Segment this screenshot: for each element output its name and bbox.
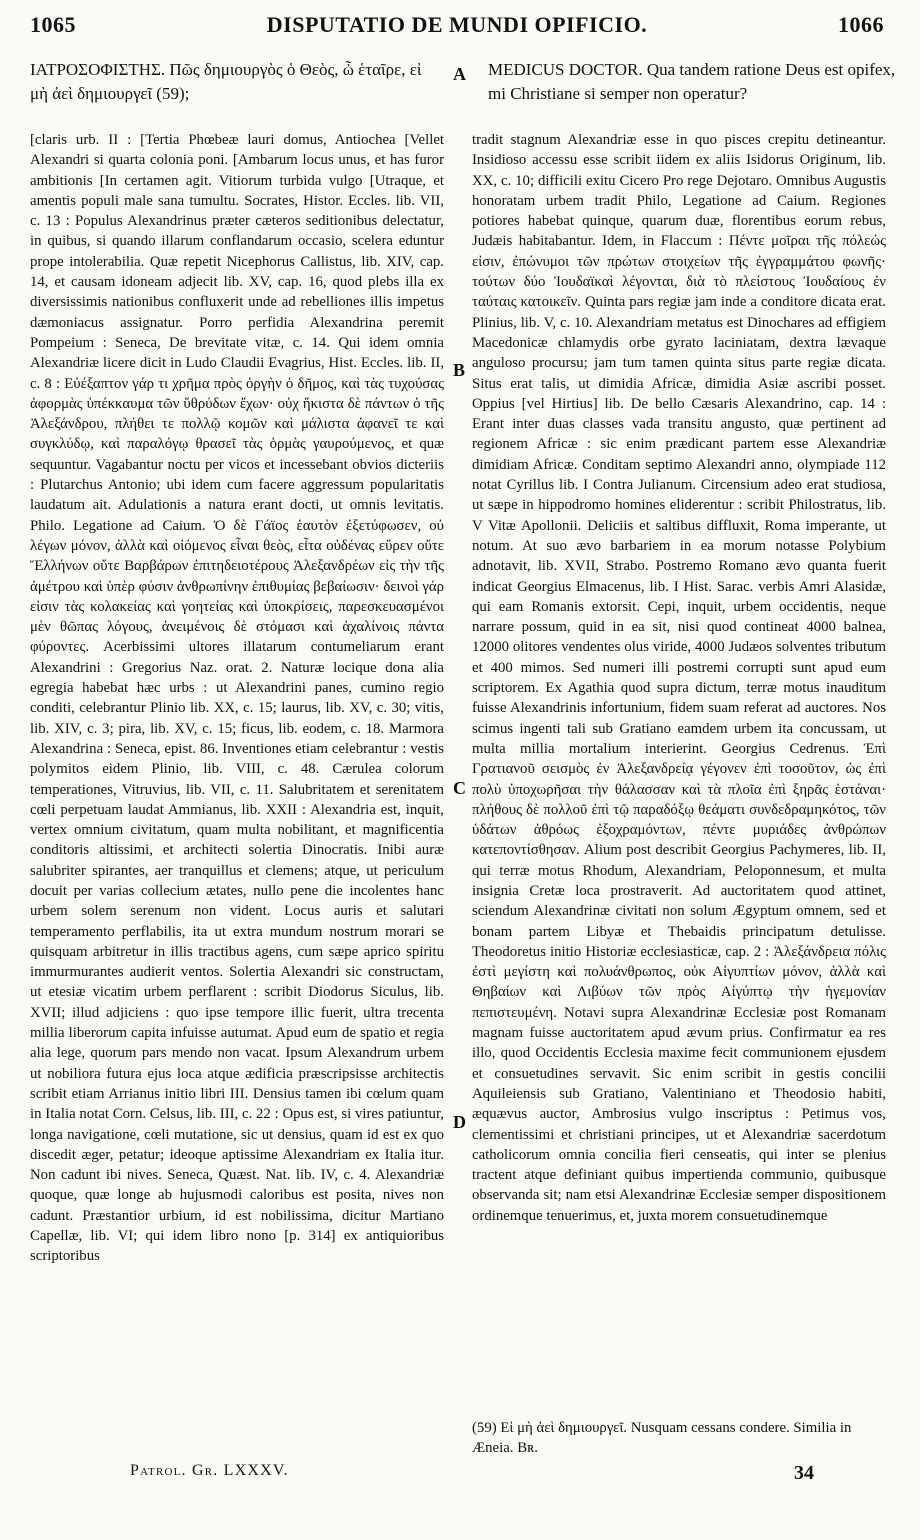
page-footer xyxy=(30,1462,884,1494)
page-number-left: 1065 xyxy=(30,12,76,37)
right-commentary-column xyxy=(472,130,886,1410)
running-title: DISPUTATIO DE MUNDI OPIFICIO. xyxy=(266,12,648,37)
margin-marker-b: B xyxy=(453,360,466,380)
sheet-number: 34 xyxy=(794,1462,814,1484)
left-commentary-column xyxy=(30,130,444,1460)
page-number-right: 1066 xyxy=(838,12,884,37)
latin-heading: MEDICUS DOCTOR. Qua tandem ratione Deus est opifex, mi Christiane si semper non operatur? xyxy=(488,60,896,103)
left-column-text: [claris urb. II : [Tertia Phœbeæ lauri domus, Antiochea [Vellet Alexandri si quarta colonia poni. [Ambarum locus unus, et has furor ambitionis [In certamen agit. Vitiorum turbida vulgo [Utraque, et amentis populi male sana tumultu. Socrates, Histor. Eccles. lib. VII, c. 13 : Populus Alexandrinus præter cæteros seditionibus delectatur, in quibus, si quando illarum conflandarum occasio, scelera eduntur prope intolerabilia. Quæ repetit Nicephorus Callistus, lib. XIV, cap. 14, et causam idoneam adjecit lib. XV, cap. 16, quod plebs illa ex diversissimis nationibus confluxerit unde ad rebelliones illis impetus dæmoniacus assignatur. Porro perfidia Alexandrina peremit Pompeium : Seneca, De brevitate vitæ, c. 14. Qui idem omnia Alexandriæ licere dicit in Ludo Claudii Evagrius, Hist. Eccles. lib. II, c. 8 : Εὐέξαπτον γάρ τι χρῆμα πρὸς ὀργὴν ὁ δῆμος, καὶ τὰς τυχούσας ἀφορμὰς ὑπέκκαυμα τῶν ὕθρύδων ἔχων· οὐχ ἥκιστα δὲ πάντων ὁ τῆς Ἀλεξάνδρου, πλήθει τε πολλῷ κομῶν καὶ μάλιστα ἀφανεῖ τε καὶ συγκλύδῳ, καὶ παραλόγῳ θρασεῖ τὰς ὁρμὰς γαυρούμενος, et quæ sequuntur. Vagabantur noctu per vicos et incessebant obvios dicteriis : Plutarchus Antonio; ubi idem cum facere aggressum popularitatis laudatum ait. Adulationis a natura erant docti, ut omnis levitatis. Philo. Legatione ad Caium. Ὁ δὲ Γάϊος ἑαυτὸν ἐξετύφωσεν, οὐ λέγων μόνον, ἀλλὰ καὶ οἰόμενος εἶναι θεὸς, εἶτα οὐδένας εὕρεν οὔτε Ἕλλήνων οὔτε Βαρβάρων ἐπιτηδειοτέρους Ἀλεξανδρέων εἰς τὴν τῆς ἀμέτρου καὶ ὑπὲρ φύσιν ἀνθρωπίνην ἐπιθυμίας βεβαίωσιν· δεινοὶ γάρ εἰσιν τὰς κολακείας καὶ γοητείας καὶ ὑποκρίσεις, παρεσκευασμένοι μὲν θῶπας λόγους, ἀνειμένοις δὲ στόμασι καὶ ἀχαλίνοις πάντα φύροντες. Acerbissimi ultores illatarum contumeliarum erant Alexandrini : Gregorius Naz. orat. 2. Naturæ locique dona alia egregia habebat hæc urbs : ut Alexandrini panes, cumino regio conditi, celebrantur Plinio lib. XX, c. 15; laurus, lib. XV, c. 30; vitis, lib. XIV, c. 3; pira, lib. XV, c. 15; ficus, lib. eodem, c. 18. Marmora Alexandrina : Seneca, epist. 86. Inventiones etiam celebrantur : vestis polymitos eidem Plinio, lib. VIII, c. 48. Cærulea colorum temperationes, Vitruvius, lib. VII, c. 11. Salubritatem et serenitatem cœli perpetuam laudat Ammianus, lib. XXII : Alexandria est, inquit, vertex omnium civitatum, quam multa nobilitant, et magnificentia conditoris altissimi, et architecti solertia Dinocratis. Inibi auræ salubriter spirantes, aer tranquillus et clemens; atque, ut periculum docuit per varias collecium ætates, nullo pene die incolentes hanc urbem solem serenum non vident. Locus auris et salutari temperamento perflabilis, ita ut extra mundum nostrum morari se quisquam arbitretur in illis tractibus agens, cum sæpe aprico spiritu immurmurantes audierit ventos. Solertia Alexandri sic constructam, ut etesiæ vicatim urbem perflarent : scribit Diodorus Siculus, lib. XVII; illud adjiciens : quo ipse tempore illic fuerit, ultra trecenta millia liberorum capita infuisse autumat. Apud eum de spatio et regia alia lege, quorum pars mendo non vacat. Ipsum Alexandrum urbem ut nobiliora futura ejus loca atque ædificia præscripsisse architectis scribit etiam Arrianus initio libri III. Densius tamen ibi cœlum quam in Italia notat Corn. Celsus, lib. III, c. 22 : Opus est, si vires patiuntur, longa navigatione, cœli mutatione, sic ut densius, quam id est ex quo discedit æger, petatur; ideoque aptissime Alexandriam ex Italia itur. Non cadunt ibi nives. Seneca, Quæst. Nat. lib. IV, c. 4. Alexandriæ quoque, quæ longe ab hujusmodi caloribus est posita, nives non cadunt. Præstantior urbium, id est nobilissima, dicitur Martiano Capellæ, lib. VI; qui idem libro nono [p. 314] ex antiquioribus scriptoribus xyxy=(30,132,444,1265)
margin-marker-c: C xyxy=(453,778,466,798)
right-column-text: tradit stagnum Alexandriæ esse in quo pisces crepitu detineantur. Insidioso accessu esse scribit iidem ex aliis Isidorus Originum, lib. XX, c. 10; difficili exitu Cicero Pro rege Dejotaro. Omnibus Augustis honoratam urbem tradit Philo, Legatione ad Caium. Regiones potiores habebat quinque, quarum duæ, florentibus eorum rebus, Judæis habitabantur. Idem, in Flaccum : Πέντε μοῖραι τῆς πόλεώς εἰσιν, ἐπώνυμοι τῶν πρώτων στοιχείων τῆς ἐγγραμμάτου φωνῆς· τούτων δύο Ἰουδαϊκαὶ λέγονται, διὰ τὸ πλείστους Ἰουδαίους ἐν ταύταις κατοικεῖν. Quinta pars regiæ jam inde a conditore dicata erat. Plinius, lib. V, c. 10. Alexandriam metatus est Dinochares ad effigiem Macedonicæ chlamydis orbe gyrato laciniatam, dextra lævaque anguloso procursu; jam tum tamen quinta situs parte regiæ dicata. Situs erat talis, ut dimidia Africæ, dimidia Asiæ ascribi posset. Oppius [vel Hirtius] lib. De bello Cæsaris Alexandrino, cap. 14 : Erant inter duas classes vada transitu angusto, quæ pertinent ad regionem Africæ : sic enim prædicant partem esse Alexandriæ dimidiam Africæ. Conditam septimo Alexandri anno, olympiade 112 notat Cyrillus lib. I Contra Julianum. Circensium adeo erat studiosa, ut sæpe in hippodromo homines eliderentur : scribit Philostratus, lib. V Vitæ Apollonii. Deliciis et saltibus diffluxit, Roma imperante, ut notum. At suo ævo barbariem in ea morum notasse Polybium adnotavit, lib. XVII, Strabo. Postremo Romano ævo quanta fuerit indicat Georgius Elmacenus, lib. I Hist. Sarac. verbis Amri Alasidæ, qui eam Romanis extorsit. Cepi, inquit, urbem occidentis, neque narrare possum, quid in ea sit, nisi quod contineat 4000 balnea, 12000 olitores vendentes olus viride, 4000 Judæos solventes tributum et 400 mimos. Sed numeri illi postremi corrupti sunt apud eum scriptorem. Ex Agathia quod supra dictum, terræ motus inauditum fuisse Alexandrinis infortunium, fidem suam referat ad auctores. Nos scimus ingenti tali sub Gratiano eamdem urbem ita concussam, ut multa millia mortalium interierint. Georgius Cedrenus. Ἐπὶ Γρατιανοῦ σεισμὸς ἐν Ἀλεξανδρείᾳ γέγονεν ἐπὶ τοσοῦτον, ὡς ἐπὶ πολὺ ὑποχωρῆσαι τὴν θάλασσαν καὶ τὰ πλοῖα ἐπὶ ξηρᾶς ἑστάναι· πλήθους δὲ πολλοῦ ἐπὶ τῷ παραδόξῳ θεάματι συνδεδραμηκότος, τῶν ὑδάτων ἀθρόως ἐξοχραμόντων, πέντε μυριάδες ἀνθρώπων κατεποντίσθησαν. Alium post describit Georgius Pachymeres, lib. II, qui terræ motus Rhodum, Alexandriam, Peloponnesum, et multa insignia Cretæ loca prostraverit. Ad auctoritatem quod attinet, sciendum Alexandrinæ civitati non solum Ægyptum omnem, sed et bonam partem Libyæ et Thebaidis principatum detulisse. Theodoretus initio Historiæ ecclesiasticæ, cap. 2 : Ἀλεξάνδρεια πόλις ἐστὶ μεγίστη καὶ πολυάνθρωπος, οὐκ Αἰγυπτίων μόνον, ἀλλὰ καὶ Θηβαίων καὶ Λιβύων τῶν πρὸς Αἰγύπτῳ τὴν ἡγεμονίαν πεπιστευμένη. Notavi supra Alexandrinæ Ecclesiæ post Romanam magnam fuisse auctoritatem apud ævum prius. Confirmatur ea res illo, quod Occidentis Ecclesia maxime fecit communionem ejusdem et consuetudines servavit. Sic enim scribit in gestis concilii Aquileiensis sub Gratiano, Valentiniano et Theodosio habiti, æquævus auctor, Ambrosius vulgo inscriptus : Petimus vos, clementissimi et christiani principes, ut et Alexandriæ sacerdotum catholicorum omnia concilia fieri censeatis, qui inter se plenius tractent atque definiant quibus impertienda communio, quibusque observanda sit; nam etsi Alexandrinæ Ecclesiæ semper dispositionem ordinemque tenuerimus, et, juxta morem consuetudinemque xyxy=(472,132,886,1224)
margin-marker-d: D xyxy=(453,1112,466,1132)
margin-marker-a: A xyxy=(453,64,466,84)
greek-heading: ΙΑΤΡΟΣΟΦΙΣΤΗΣ. Πῶς δημιουργὸς ὁ Θεὸς, ὦ ἑταῖρε, εἰ μὴ ἀεὶ δημιουργεῖ (59); xyxy=(30,60,422,103)
footnote-59: (59) Εἰ μὴ ἀεὶ δημιουργεῖ. Nusquam cessans condere. Similia in Æneia. Bʀ. xyxy=(472,1420,852,1456)
running-head xyxy=(30,12,884,52)
signature-mark: Patrol. Gr. LXXXV. xyxy=(130,1462,289,1479)
